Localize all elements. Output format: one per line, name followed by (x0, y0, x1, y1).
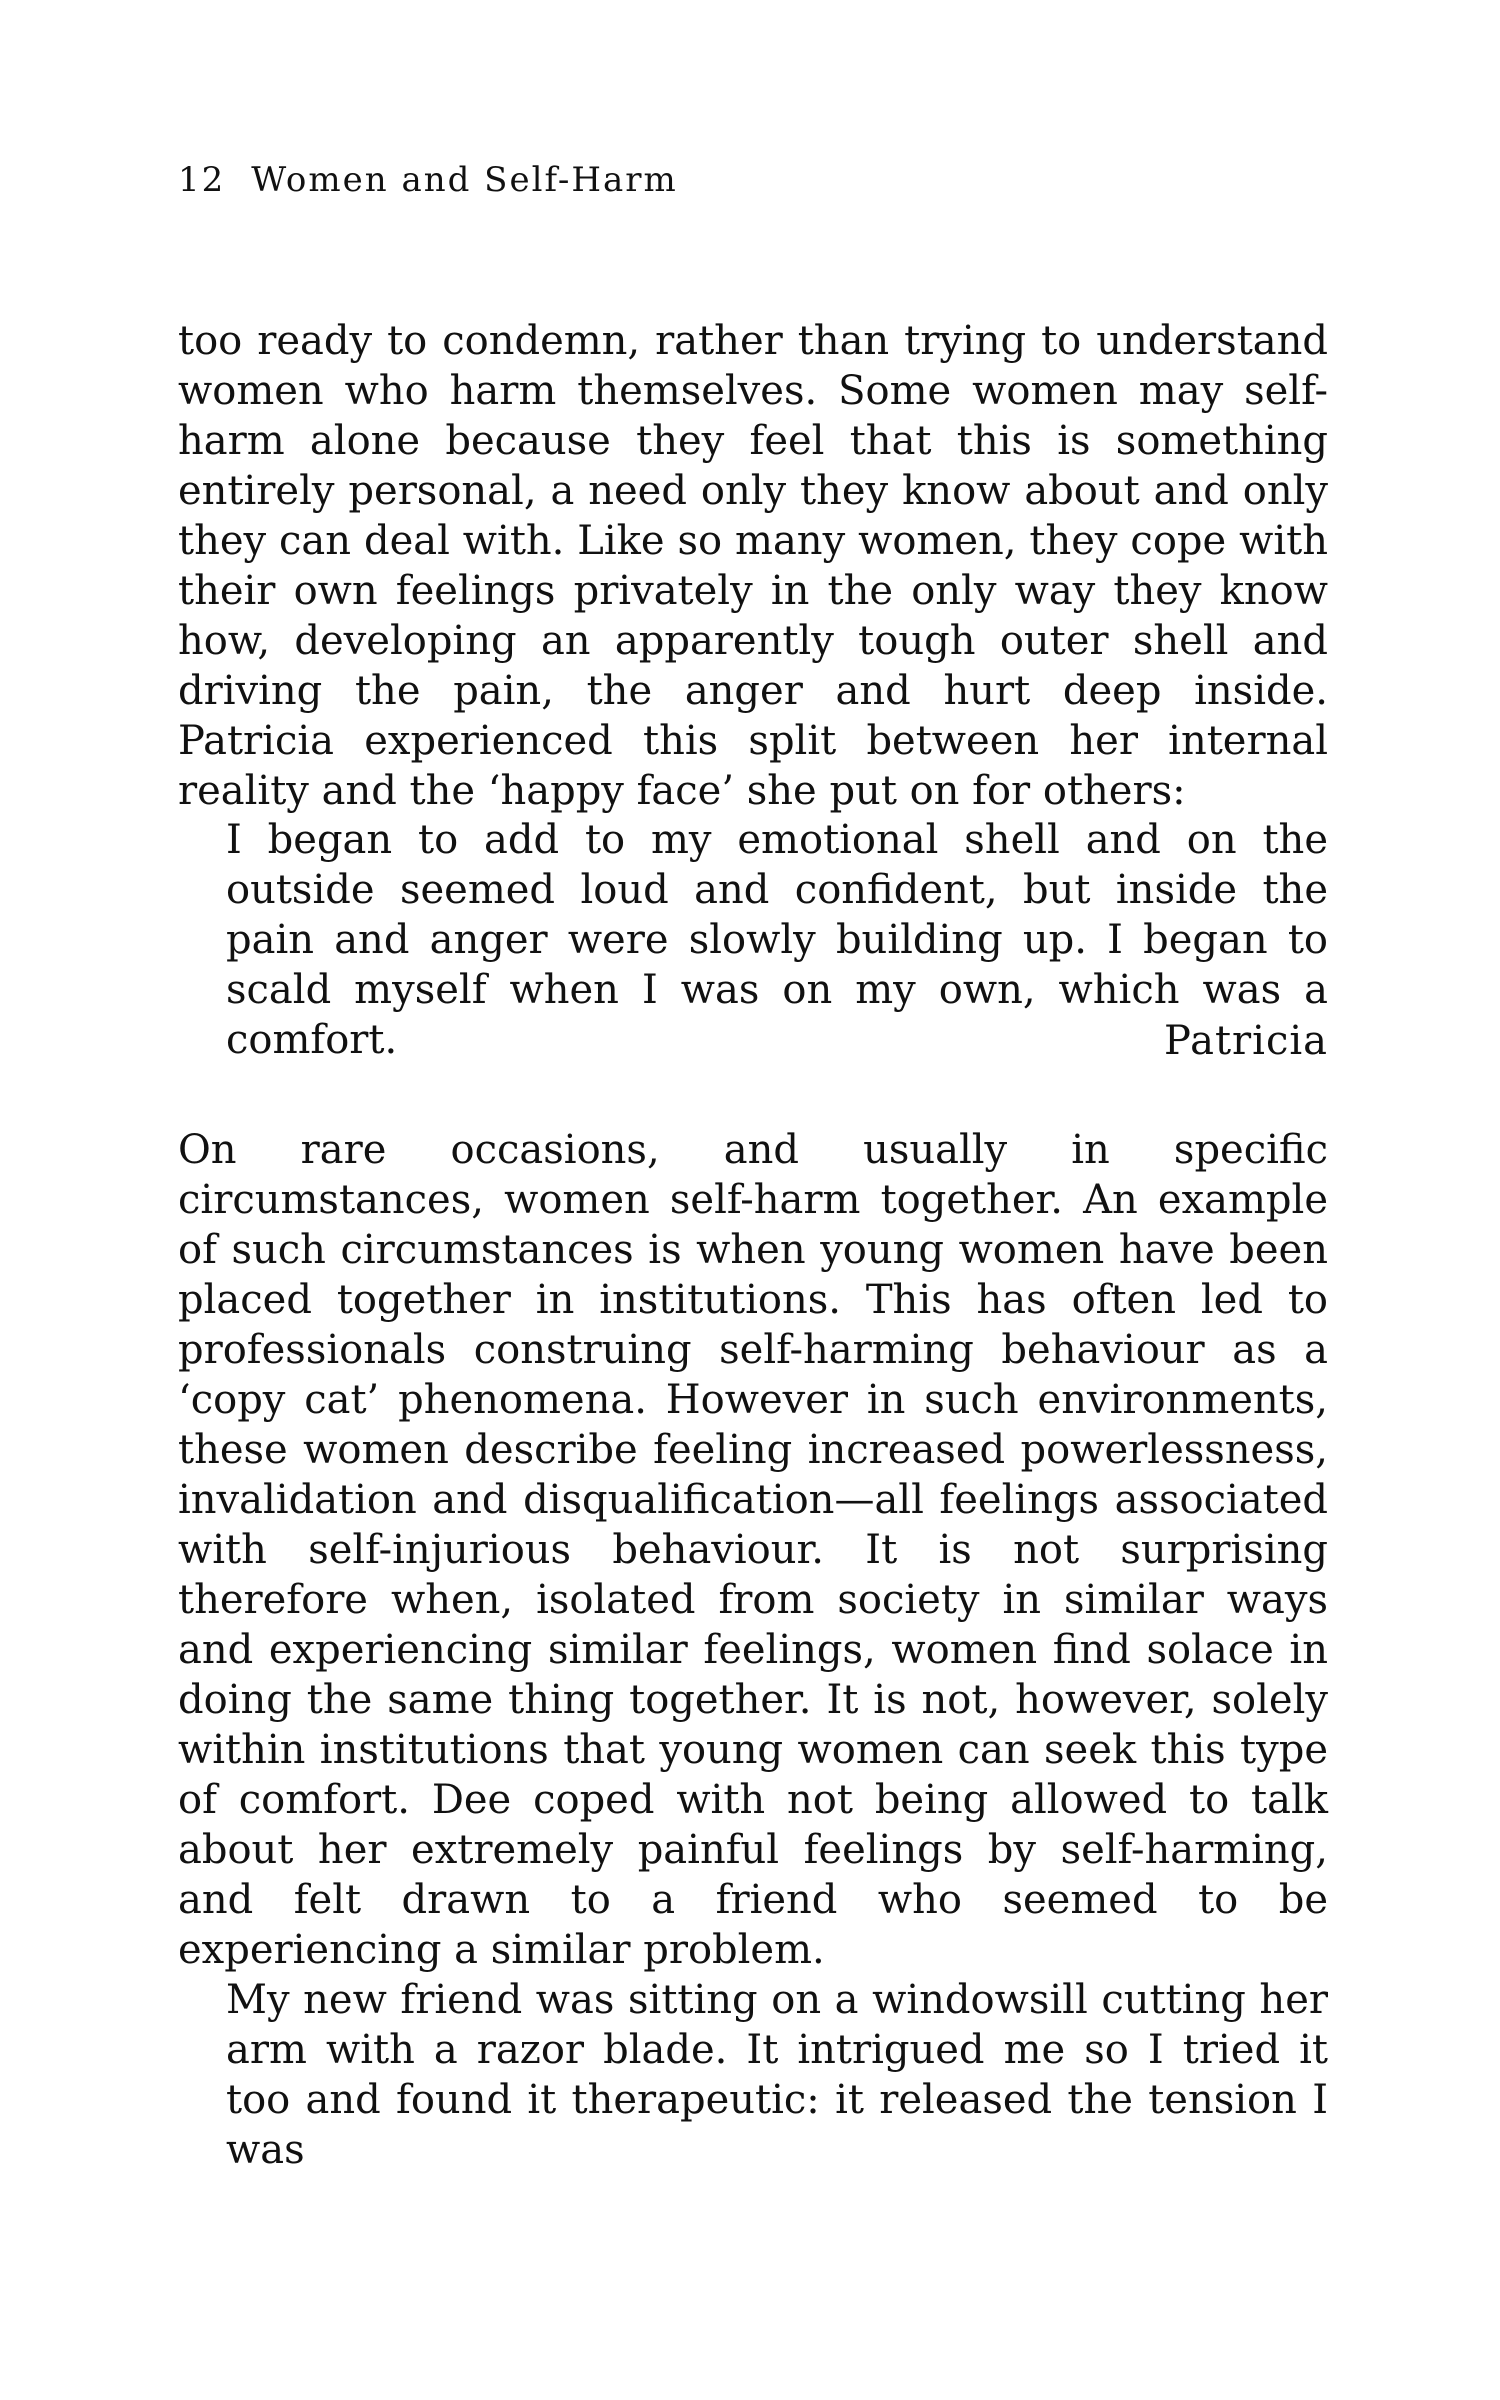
block-quote-patricia: I began to add to my emotional shell and on the outside seemed loud and confident, but inside the pain and anger were slowly building up. I began to scald myself when I was on my own, which was a comfort. (226, 817, 1328, 1063)
quote-attribution: Patricia (1164, 1018, 1328, 1064)
book-title: Women and Self-Harm (251, 160, 678, 200)
block-quote-dee: My new friend was sitting on a windowsill cutting her arm with a razor blade. It intrigued me so I tried it too and found it therapeutic: it released the tension I was (226, 1977, 1328, 2173)
running-header (178, 158, 678, 202)
body-paragraph-2: On rare occasions, and usually in specific circumstances, women self-harm together. An example of such circumstances is when young women have been placed together in institutions. This has often led to professionals construing self-harming behaviour as a ‘copy cat’ phenomena. However in such environments, these women describe feeling increased powerlessness, invalidation and disqualification—all feelings associated with self-injurious behaviour. It is not surprising therefore when, isolated from society in similar ways and experiencing similar feelings, women find solace in doing the same thing together. It is not, however, solely within institutions that young women can seek this type of comfort. Dee coped with not being allowed to talk about her extremely painful feelings by self-harming, and felt drawn to a friend who seemed to be experiencing a similar problem. (178, 1127, 1328, 1973)
page-number: 12 (178, 160, 226, 200)
body-paragraph-1: too ready to condemn, rather than trying to understand women who harm themselves. Some women may self-harm alone because they feel that this is something entirely personal, a need only they know about and only they can deal with. Like so many women, they cope with their own feelings privately in the only way they know how, developing an apparently tough outer shell and driving the pain, the anger and hurt deep inside. Patricia experienced this split between her internal reality and the ‘happy face’ she put on for others: (178, 318, 1328, 814)
